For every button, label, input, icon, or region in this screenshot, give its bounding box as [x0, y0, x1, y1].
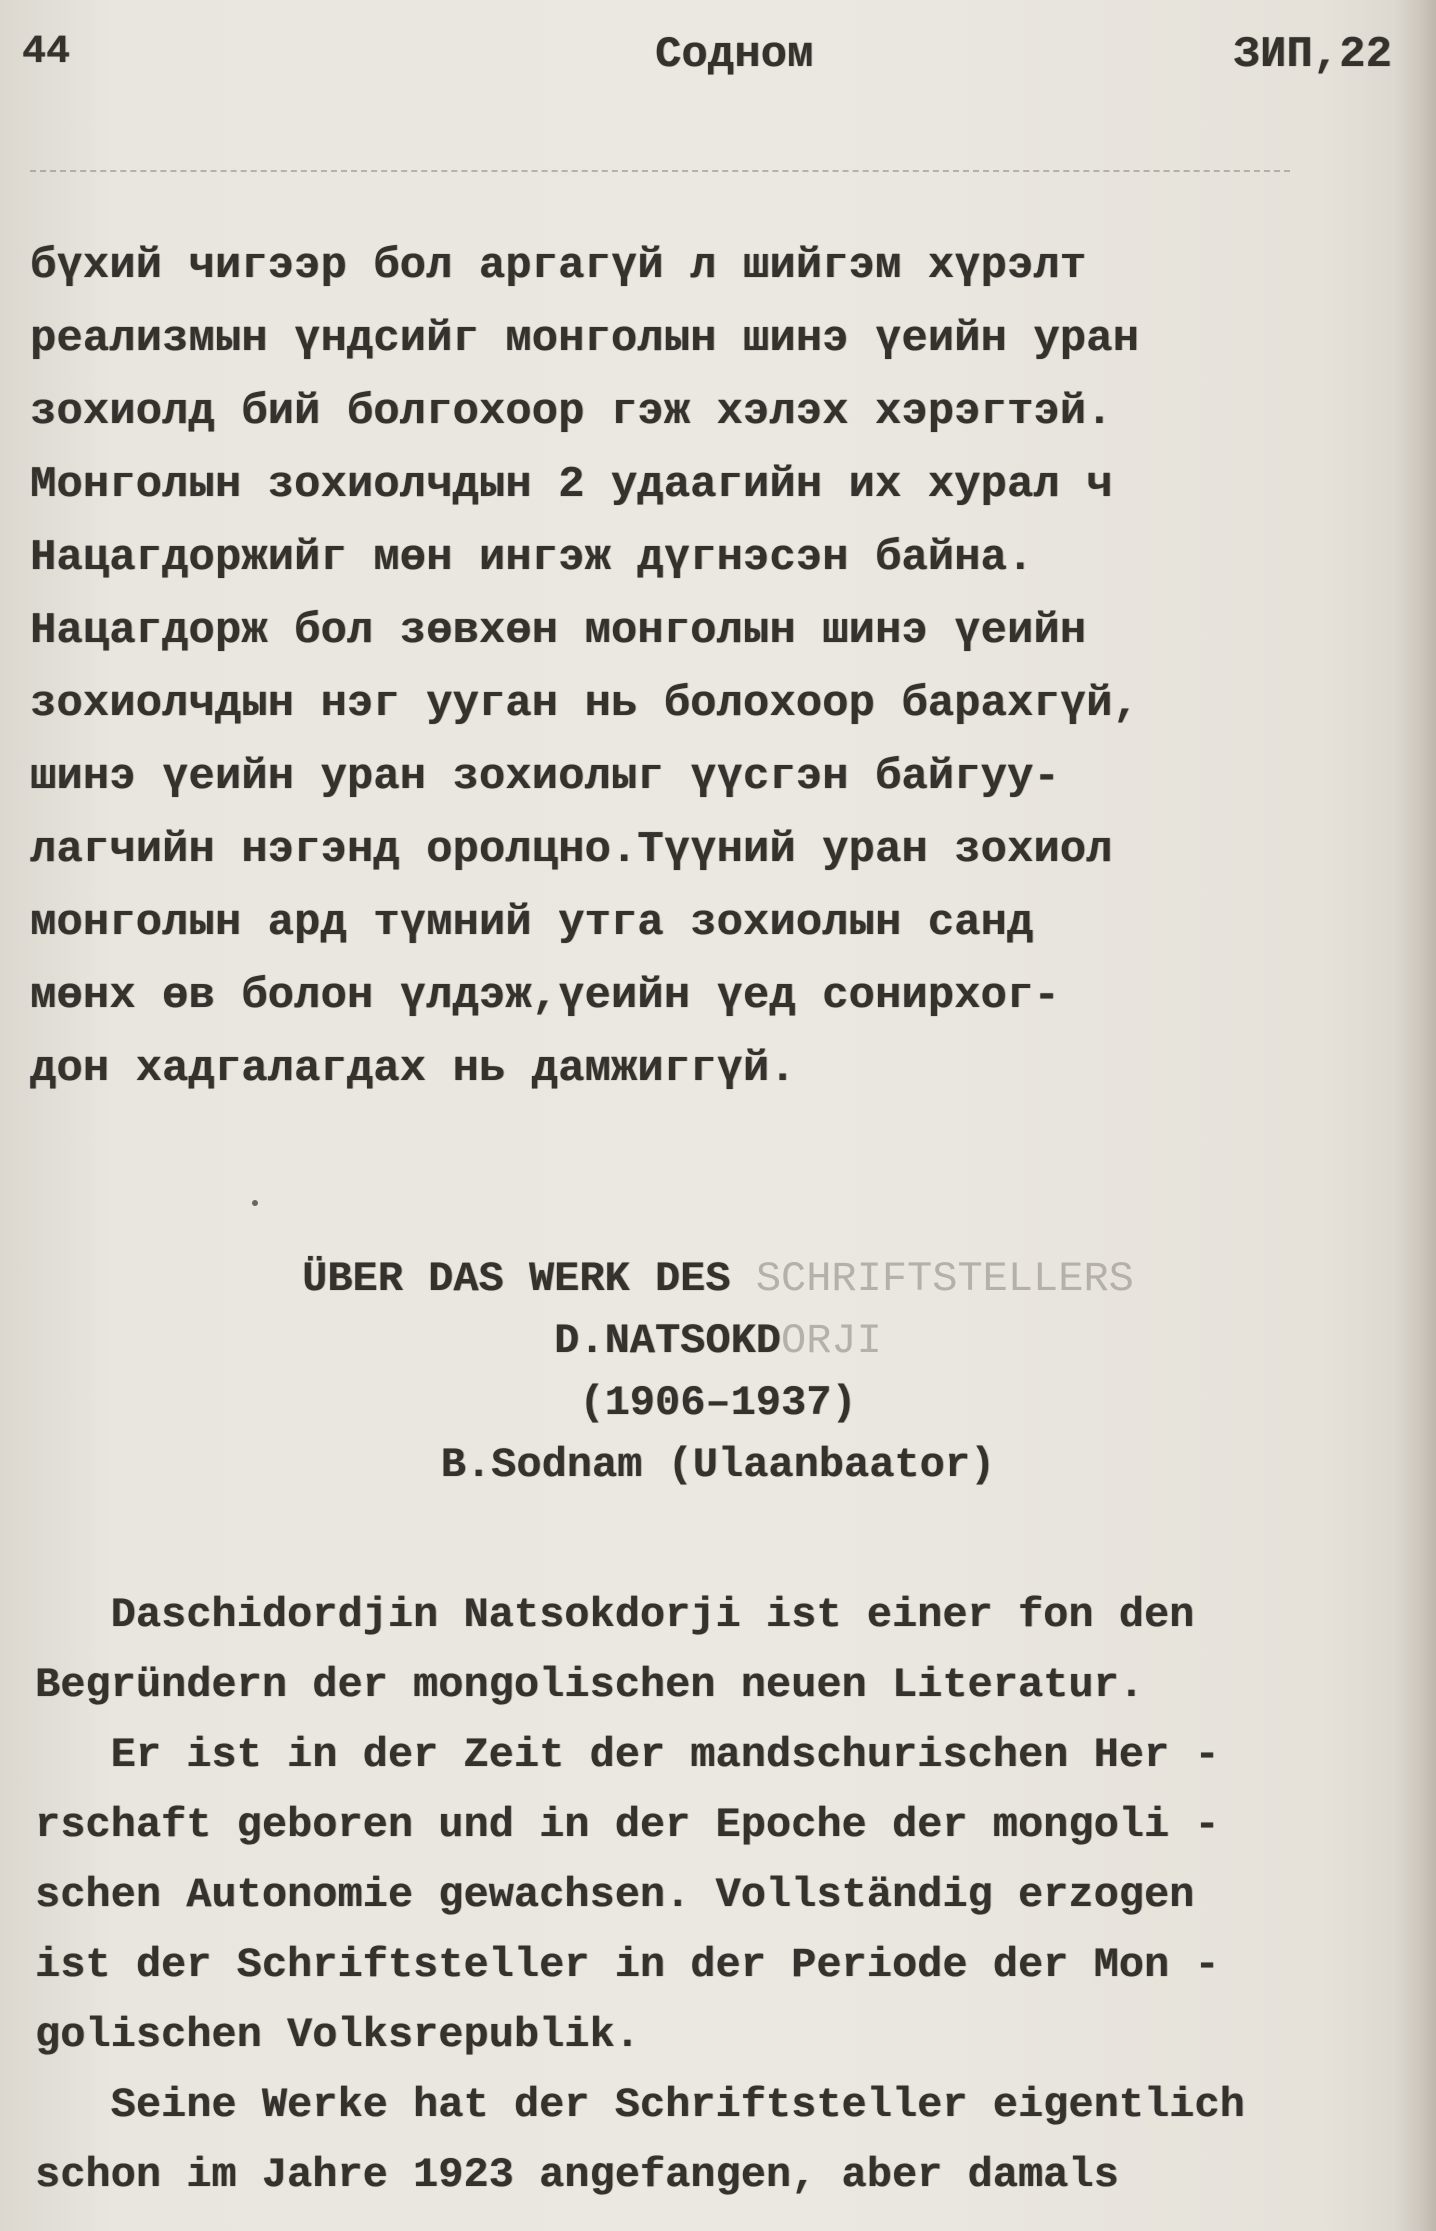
text-line: Нацагдоржийг мөн ингэж дүгнэсэн байна.: [30, 533, 1034, 583]
header-author: Содном: [655, 30, 814, 80]
article-heading: [0, 1248, 1436, 1496]
text-line: монголын ард түмний утга зохиолын санд: [30, 898, 1034, 948]
mongolian-paragraph: [30, 230, 1390, 1106]
text-line: дон хадгалагдах нь дамжиггүй.: [30, 1044, 796, 1094]
text-line: Daschidordjin Natsokdorji ist einer fon den: [35, 1591, 1195, 1639]
heading-name-faded: ORJI: [781, 1317, 882, 1365]
text-line: schen Autonomie gewachsen. Vollständig erzogen: [35, 1871, 1195, 1919]
heading-title-visible: ÜBER DAS WERK DES: [302, 1255, 731, 1303]
heading-title-line2: [0, 1310, 1436, 1372]
german-paragraphs: [35, 1580, 1395, 2210]
page-header: [22, 22, 1392, 82]
heading-title-line1: [0, 1248, 1436, 1310]
text-line: бүхий чигээр бол аргагүй л шийгэм хүрэлт: [30, 241, 1087, 291]
text-line: зохиолд бий болгохоор гэж хэлэх хэрэгтэй.: [30, 387, 1113, 437]
ink-dot: [252, 1200, 258, 1206]
text-line: реализмын үндсийг монголын шинэ үеийн уран: [30, 314, 1139, 364]
text-line: лагчийн нэгэнд оролцно.Түүний уран зохиол: [30, 825, 1113, 875]
text-line: Монголын зохиолчдын 2 удаагийн их хурал ч: [30, 460, 1113, 510]
text-line: ist der Schriftsteller in der Periode der Mon -: [35, 1941, 1220, 1989]
text-line: Seine Werke hat der Schriftsteller eigentlich: [35, 2081, 1245, 2129]
page-edge-shadow: [1394, 0, 1436, 2231]
text-line: rschaft geboren und in der Epoche der mongoli -: [35, 1801, 1220, 1849]
heading-years: (1906–1937): [579, 1379, 857, 1427]
text-line: зохиолчдын нэг ууган нь болохоор барахгүй,: [30, 679, 1139, 729]
text-line: schon im Jahre 1923 angefangen, aber damals: [35, 2151, 1119, 2199]
text-line: мөнх өв болон үлдэж,үеийн үед сонирхог-: [30, 971, 1060, 1021]
text-line: Нацагдорж бол зөвхөн монголын шинэ үеийн: [30, 606, 1087, 656]
heading-author: B.Sodnam (Ulaanbaator): [440, 1441, 996, 1489]
heading-title-faded: SCHRIFTSTELLERS: [755, 1255, 1134, 1303]
text-line: golischen Volksrepublik.: [35, 2011, 640, 2059]
heading-name-visible: D.NATSOKD: [554, 1317, 781, 1365]
text-line: шинэ үеийн уран зохиолыг үүсгэн байгуу-: [30, 752, 1060, 802]
text-line: Begründern der mongolischen neuen Literatur.: [35, 1661, 1144, 1709]
text-line: Er ist in der Zeit der mandschurischen Her -: [35, 1731, 1220, 1779]
header-code: ЗИП,22: [1233, 30, 1392, 80]
page-number: 44: [22, 30, 71, 75]
header-divider: [30, 170, 1290, 172]
